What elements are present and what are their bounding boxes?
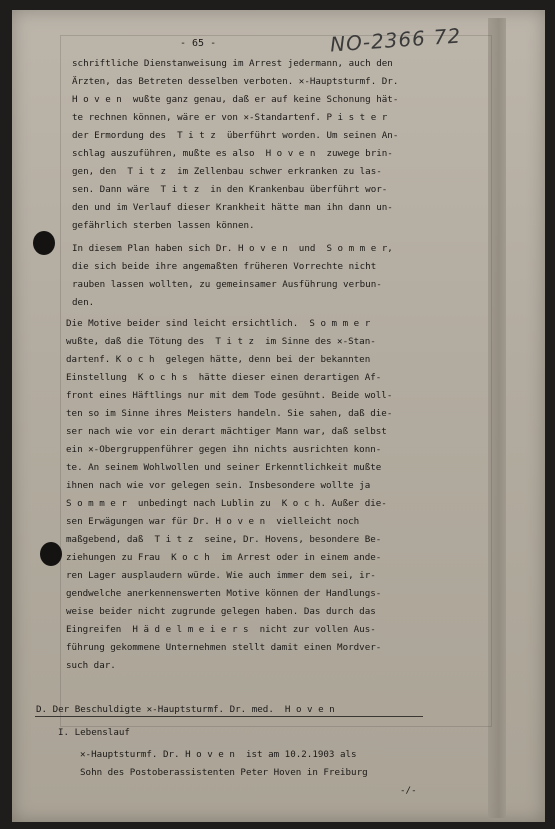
- text-line: sen Erwägungen war für Dr. H o v e n vielleicht noch: [66, 516, 360, 527]
- section-subheading: I. Lebenslauf: [58, 727, 130, 738]
- text-line: ser nach wie vor ein derart mächtiger Mann war, daß selbst: [66, 426, 387, 437]
- text-line: Ärzten, das Betreten desselben verboten. ✕-Hauptsturmf. Dr.: [72, 76, 399, 87]
- text-line: sen. Dann wäre T i t z in den Krankenbau überführt wor-: [72, 184, 388, 195]
- text-line: rauben lassen wollten, zu gemeinsamer Ausführung verbun-: [72, 279, 382, 290]
- text-line: te rechnen können, wäre er von ✕-Standartenf. P i s t e r: [72, 112, 388, 123]
- punch-hole-bottom: [40, 542, 62, 566]
- text-line: Eingreifen H ä d e l m e i e r s nicht zur vollen Aus-: [66, 624, 376, 635]
- page-edge-shadow: [488, 18, 506, 818]
- text-line: Einstellung K o c h s hätte dieser einen derartigen Af-: [66, 372, 382, 383]
- text-line: H o v e n wußte ganz genau, daß er auf keine Schonung hät-: [72, 94, 399, 105]
- text-line: Die Motive beider sind leicht ersichtlich. S o m m e r: [66, 318, 371, 329]
- heading-underline: [35, 716, 423, 717]
- text-line: wußte, daß die Tötung des T i t z im Sinne des ✕-Stan-: [66, 336, 376, 347]
- text-line: front eines Häftlings nur mit dem Tode gesühnt. Beide woll-: [66, 390, 393, 401]
- text-line: gendwelche anerkennenswerten Motive können der Handlungs-: [66, 588, 382, 599]
- text-line: S o m m e r unbedingt nach Lublin zu K o c h. Außer die-: [66, 498, 387, 509]
- text-line: ein ✕-Obergruppenführer gegen ihn nichts ausrichten konn-: [66, 444, 382, 455]
- text-line: schlag auszuführen, mußte es also H o v e n zuwege brin-: [72, 148, 393, 159]
- text-line: ihnen nach wie vor gelegen sein. Insbesondere wollte ja: [66, 480, 371, 491]
- text-line: ✕-Hauptsturmf. Dr. H o v e n ist am 10.2.1903 als: [80, 749, 357, 760]
- text-line: den.: [72, 297, 95, 308]
- continuation-mark: -/-: [400, 785, 417, 796]
- text-line: führung gekommene Unternehmen stellt damit einen Mordver-: [66, 642, 382, 653]
- text-line: gefährlich sterben lassen können.: [72, 220, 255, 231]
- text-line: such dar.: [66, 660, 116, 671]
- text-line: dartenf. K o c h gelegen hätte, denn bei der bekannten: [66, 354, 371, 365]
- text-line: der Ermordung des T i t z überführt worden. Um seinen An-: [72, 130, 399, 141]
- text-line: schriftliche Dienstanweisung im Arrest jedermann, auch den: [72, 58, 393, 69]
- text-line: gen, den T i t z im Zellenbau schwer erkranken zu las-: [72, 166, 382, 177]
- page-number: - 65 -: [180, 38, 217, 49]
- text-line: ziehungen zu Frau K o c h im Arrest oder in einem ande-: [66, 552, 382, 563]
- text-line: te. An seinem Wohlwollen und seiner Erkenntlichkeit mußte: [66, 462, 382, 473]
- punch-hole-top: [33, 231, 55, 255]
- reference-suffix: 72: [432, 23, 462, 50]
- text-line: ren Lager ausplaudern würde. Wie auch immer dem sei, ir-: [66, 570, 376, 581]
- text-line: die sich beide ihre angemaßten früheren Vorrechte nicht: [72, 261, 377, 272]
- text-line: In diesem Plan haben sich Dr. H o v e n und S o m m e r,: [72, 243, 393, 254]
- text-line: maßgebend, daß T i t z seine, Dr. Hovens, besondere Be-: [66, 534, 382, 545]
- text-line: ten so im Sinne ihres Meisters handeln. Sie sahen, daß die-: [66, 408, 393, 419]
- text-line: weise beider nicht zugrunde gelegen haben. Das durch das: [66, 606, 376, 617]
- reference-number: NO-2366: [329, 25, 427, 57]
- text-line: Sohn des Postoberassistenten Peter Hoven in Freiburg: [80, 767, 368, 778]
- text-line: den und im Verlauf dieser Krankheit hätte man ihn dann un-: [72, 202, 393, 213]
- section-heading: D. Der Beschuldigte ✕-Hauptsturmf. Dr. med. H o v e n: [36, 704, 335, 715]
